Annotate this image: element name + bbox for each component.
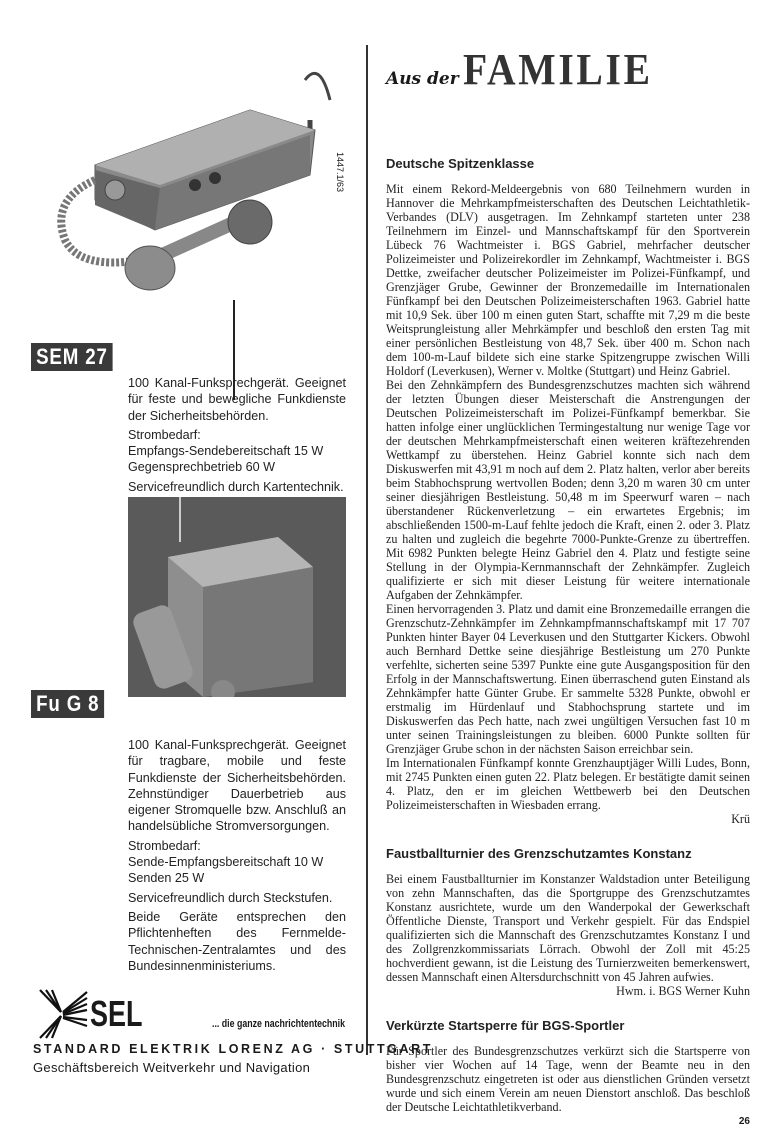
brand-tagline: ... die ganze nachrichtentechnik — [212, 1018, 346, 1031]
paragraph: Im Internationalen Fünfkampf konnte Grenzhauptjäger Willi Ludes, Bonn, mit 2745 Punkten einen guten 22. Platz belegen. Er bestätigte damit seinen 4. Platz, den er im gleichen Wettbewerb bei den Deutschen Polizeimeisterschaften in Wiesbaden errang. — [386, 756, 750, 812]
power-line: Senden 25 W — [128, 871, 205, 886]
photo-code: 1447.1/63 — [335, 152, 345, 193]
advertisement-lower — [33, 737, 433, 1080]
section-masthead — [386, 44, 674, 95]
product-badge-sem27: SEM 27 — [31, 343, 113, 371]
sel-logo-icon — [37, 988, 89, 1045]
article-heading: Faustballturnier des Grenzschutzamtes Konstanz — [386, 846, 692, 861]
brand-name: SEL — [90, 993, 143, 1035]
article-signature: Hwm. i. BGS Werner Kuhn — [616, 984, 750, 998]
column-divider — [366, 45, 368, 1055]
sem27-radio-photo — [40, 60, 340, 300]
power-line: Sende-Empfangsbereitschaft 10 W — [128, 855, 324, 870]
fug8-radio-photo — [128, 497, 346, 697]
article — [386, 156, 750, 826]
masthead-title: FAMILIE — [462, 45, 653, 94]
description: 100 Kanal-Funksprechgerät. Geeignet für feste und bewegliche Funkdienste der Sicherheitsbehörden. — [128, 376, 346, 423]
power-label: Strombedarf: — [128, 427, 201, 442]
company-division: Geschäftsbereich Weitverkehr und Navigation — [33, 1060, 311, 1076]
power-label: Strombedarf: — [128, 838, 201, 853]
product-badge-fug8: Fu G 8 — [31, 690, 104, 718]
articles-column — [386, 156, 750, 1128]
article — [386, 846, 750, 998]
article-body — [386, 182, 750, 826]
article-heading: Verkürzte Startsperre für BGS-Sportler — [386, 1018, 625, 1033]
sel-brand-block — [33, 988, 433, 1080]
power-line: Empfangs-Sendebereitschaft 15 W — [128, 444, 324, 459]
product-description-fug8 — [128, 737, 346, 974]
article-body — [386, 1044, 750, 1114]
article-body — [386, 872, 750, 998]
paragraph: Für Sportler des Bundesgrenzschutzes verkürzt sich die Startsperre von bisher vier Wochen auf 14 Tage, wenn der Beamte neu in den Bundesgrenzschutz eingetreten ist oder aus dienstlichen Gründen versetzt wurde und sich einem Verein am neuen Dienstort anschloß. Das beschloß der Deutsche Leichtathletikverband. — [386, 1044, 750, 1114]
article-heading: Deutsche Spitzenklasse — [386, 156, 535, 171]
service-note: Servicefreundlich durch Steckstufen. — [128, 890, 333, 905]
paragraph: Bei den Zehnkämpfern des Bundesgrenzschutzes machten sich während der letzten Übungen dieser Meisterschaft die Anstrengungen der Deutschen Polizeimeisterschaft im Polizei-Fünfkampf bemerkbar. Sie hatten infolge einer unglücklichen Termingestaltung nur wenige Tage vor der deutschen Mehrkampfmeisterschaft einen weiteren kräftezehrenden Wettkampf zu überstehen. Heinz Gabriel konnte sich nach dem Diskuswerfen mit 43,91 m noch auf dem 2. Platz halten, verlor aber bereits beim Stabhochsprung wertvollen Boden; denn 3,20 m waren 30 cm unter seiner diesjährigen Bestleistung. 50,48 m im Speerwurf waren – nach überstandener Rückenverletzung – ein erwartetes Ergebnis; im abschließenden 1500-m-Lauf fehlte jedoch die Kraft, einen 2. oder 3. Platz zu halten und zugleich die begehrte 7000-Punkte-Grenze zu übertreffen. Mit 6982 Punkten belegte Heinz Gabriel den 4. Platz und festigte seine Stellung in der Olympia-Kernmannschaft der Zehnkämpfer. Zugleich qualifizierte er sich mit dieser Leistung für weitere internationale Aufgaben der Zehnkämpfer. — [386, 378, 750, 602]
masthead-prefix: Aus der — [386, 69, 459, 89]
paragraph: Mit einem Rekord-Meldeergebnis von 680 Teilnehmern wurden in Hannover die Mehrkampfmeisterschaften des Deutschen Leichtathletik-Verbandes (DLV) ausgetragen. Im Zehnkampf starteten unter 238 Teilnehmern im Einzel- und Mannschaftskampf für den Sportverein Lübeck 76 Wachtmeister i. BGS Gabriel, mehrfacher deutscher Polizeimeister und Polizeirekordler im Zehnkampf, Wachtmeister i. BGS Dettke, zweifacher deutscher Polizeimeister im Polizei-Fünfkampf, und Grenzjäger Grube, Gewinner der Bronzemedaille im Internationalen Fünfkampf bei den Deutschen Polizeimeisterschaften 1963. Gabriel hatte mit 10,9 Sek. über 100 m einen guten Start, schaffte mit 7,29 m die beste Weitsprungleistung aller Mehrkämpfer und beschloß den ersten Tag mit einer persönlichen Bestleistung von 48,7 Sek. über 400 m. Schon nach dem 100-m-Lauf bildete sich eine starke Spitzengruppe zwischen Willi Holdorf (Leverkusen), Werner v. Moltke (Stuttgart) und Heinz Gabriel. — [386, 182, 750, 378]
service-note: Servicefreundlich durch Kartentechnik. — [128, 479, 344, 494]
closing-note: Beide Geräte entsprechen den Pflichtenheften des Fernmelde-Technischen-Zentralamtes und des Bundesinnenministeriums. — [128, 909, 346, 973]
page-number: 26 — [738, 1116, 750, 1127]
power-line: Gegensprechbetrieb 60 W — [128, 460, 276, 475]
description: 100 Kanal-Funksprechgerät. Geeignet für tragbare, mobile und feste Funkdienste der Sicherheitsbehörden. Zehnstündiger Dauerbetrieb aus eigener Stromquelle bzw. Anschluß an handelsübliche Stromversorgungen. — [128, 738, 346, 834]
company-name: STANDARD ELEKTRIK LORENZ AG · STUTTGART — [33, 1042, 433, 1057]
paragraph: Bei einem Faustballturnier im Konstanzer Waldstadion unter Beteiligung von zehn Mannschaften, das die Sportgruppe des Grenzschutzamtes Konstanz ausrichtete, wurde um den Wanderpokal der Gewerkschaft Öffentliche Dienste, Transport und Verkehr gespielt. Für das Endspiel qualifizierten sich die Mannschaft des Grenzschutzamtes Konstanz I und des Zollgrenzkommissariats Lörrach. Obwohl der Zoll mit 45:25 hochverdient gewann, ist die Leistung des Turnierzweiten bemerkenswert, dessen Mannschaft einen Altersdurchschnitt von 45 Jahren aufwies. — [386, 872, 750, 984]
article-signature: Krü — [731, 812, 750, 826]
product-description-sem27 — [128, 375, 346, 495]
paragraph: Einen hervorragenden 3. Platz und damit eine Bronzemedaille errangen die Grenzschutz-Zehnkämpfer im Zehnkampfmannschaftskampf mit 17 707 Punkten hinter Bayer 04 Leverkusen und den Stuttgarter Kickers. Obwohl auch Bernhard Dettke seine diesjährige Bestleistung um 270 Punkte verfehlte, sicherten seine 5397 Punkte eine gute Ausgangsposition für den Erfolg in der Mannschaftswertung. Einen überraschend guten Einstand als Zehnkämpfer hatte Günter Grube. Er sammelte 5328 Punkte, obwohl er erstmalig im Hürdenlauf und Stabhochsprung startete und im Diskuswerfen das Pech hatte, nach zwei ungültigen Versuchen fast 10 m unter seinen Trainingsleistungen zu bleiben. 6000 Punkte sollten für Grenzjäger Grube schon in der nächsten Saison erreichbar sein. — [386, 602, 751, 756]
